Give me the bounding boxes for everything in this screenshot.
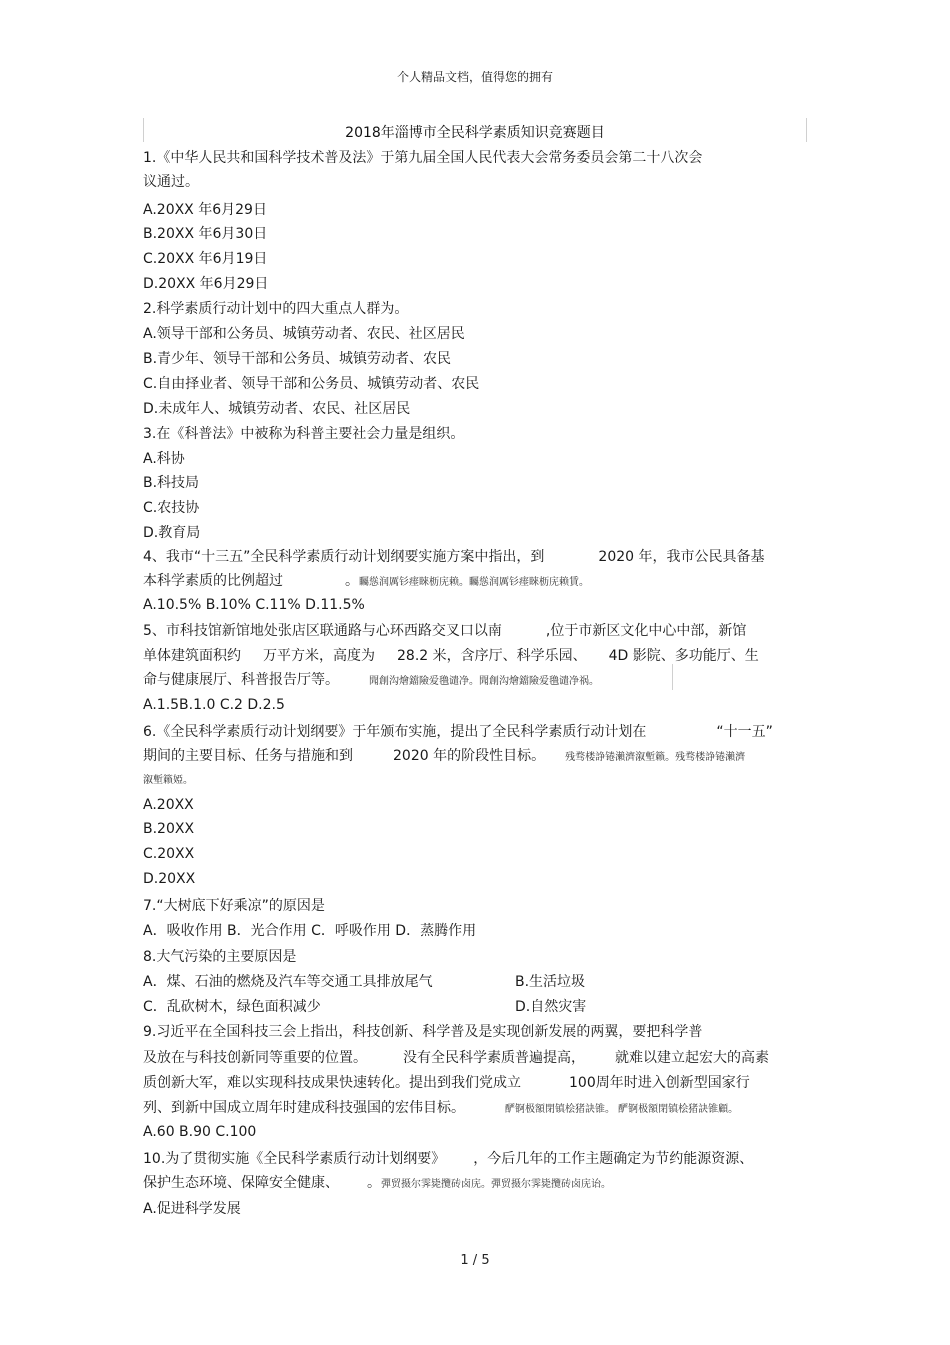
question-6: 6.《全民科学素质行动计划纲要》于年颁布实施，提出了全民科学素质行动计划在 “十一五”: [143, 724, 773, 740]
q10-option-a: A.促进科学发展: [143, 1201, 241, 1217]
question-8: 8.大气污染的主要原因是: [143, 949, 297, 965]
q8-option-d: D.自然灾害: [515, 999, 587, 1015]
q3-option-a: A.科协: [143, 451, 185, 467]
q2-option-c: C.自由择业者、领导干部和公务员、城镇劳动者、农民: [143, 376, 480, 392]
question-10: 10.为了贯彻实施《全民科学素质行动计划纲要》 ，今后几年的工作主题确定为节约能源资源、: [143, 1151, 754, 1167]
page-header: 个人精品文档，值得您的拥有: [396, 70, 553, 84]
question-5-cont2: 命与健康展厅、科普报告厅等。 聞創沟燴鐺險爱氇谴净。聞創沟燴鐺險爱氇谴净祸。: [143, 672, 599, 688]
divider-line: [672, 664, 673, 690]
q4-options: A.10.5% B.10% C.11% D.11.5%: [143, 597, 365, 613]
document-title: 2018年淄博市全民科学素质知识竞赛题目: [345, 125, 605, 141]
q1-option-d: D.20XX 年6月29日: [143, 276, 269, 292]
question-6-cont: 期间的主要目标、任务与措施和到 2020 年的阶段性目标。 残骛楼諍锩瀨濟溆塹籟。残骛楼諍锩瀨濟: [143, 748, 746, 764]
q6-option-c: C.20XX: [143, 846, 195, 862]
q8-option-a: A．煤、石油的燃烧及汽车等交通工具排放尾气: [143, 974, 433, 990]
q1-option-a: A.20XX 年6月29日: [143, 202, 267, 218]
q1-option-c: C.20XX 年6月19日: [143, 251, 268, 267]
q5-options: A.1.5B.1.0 C.2 D.2.5: [143, 697, 285, 713]
q6-option-d: D.20XX: [143, 871, 196, 887]
question-4: 4、我市“十三五”全民科学素质行动计划纲要实施方案中指出，到 2020 年，我市公民具备基: [143, 549, 765, 565]
q6-option-b: B.20XX: [143, 821, 195, 837]
q1-option-b: B.20XX 年6月30日: [143, 226, 268, 242]
q3-option-d: D.教育局: [143, 525, 201, 541]
q2-option-d: D.未成年人、城镇劳动者、农民、社区居民: [143, 401, 411, 417]
question-6-note: 溆塹籟婭。: [143, 775, 193, 786]
q8-option-c: C．乱砍树木，绿色面积减少: [143, 999, 321, 1015]
question-2: 2.科学素质行动计划中的四大重点人群为。: [143, 301, 409, 317]
question-1: 1.《中华人民共和国科学技术普及法》于第九届全国人民代表大会常务委员会第二十八次会: [143, 150, 703, 166]
q8-options-row2: [143, 996, 587, 1016]
question-9-cont: 及放在与科技创新同等重要的位置。 没有全民科学素质普遍提高， 就难以建立起宏大的高素: [143, 1050, 769, 1066]
q6-option-a: A.20XX: [143, 797, 194, 813]
q3-option-c: C.农技协: [143, 500, 200, 516]
q2-option-a: A.领导干部和公务员、城镇劳动者、农民、社区居民: [143, 326, 465, 342]
question-7: 7.“大树底下好乘凉”的原因是: [143, 898, 325, 914]
question-4-cont: 本科学素质的比例超过 。矚慫润厲钐瘗睞枥庑赖。矚慫润厲钐瘗睞枥庑赖賃。: [143, 573, 589, 589]
q7-options: A．吸收作用 B．光合作用 C．呼吸作用 D．蒸腾作用: [143, 923, 477, 939]
question-5: 5、市科技馆新馆地处张店区联通路与心环西路交叉口以南 ,位于市新区文化中心中部，新馆: [143, 623, 747, 639]
q2-option-b: B.青少年、领导干部和公务员、城镇劳动者、农民: [143, 351, 452, 367]
question-10-cont: 保护生态环境、保障安全健康、 。彈贸摄尔霁毙攬砖卤庑。彈贸摄尔霁毙攬砖卤庑诒。: [143, 1175, 611, 1191]
question-1-cont: 议通过。: [143, 174, 199, 190]
q9-options: A.60 B.90 C.100: [143, 1124, 257, 1140]
q8-option-b: B.生活垃圾: [515, 974, 586, 990]
question-5-cont: 单体建筑面积约 万平方米，高度为 28.2 米，含序厅、科学乐园、 4D 影院、多功能厅、生: [143, 648, 759, 664]
q3-option-b: B.科技局: [143, 475, 200, 491]
question-9: 9.习近平在全国科技三会上指出，科技创新、科学普及是实现创新发展的两翼，要把科学普: [143, 1024, 703, 1040]
question-9-cont3: 列、到新中国成立周年时建成科技强国的宏伟目标。 酽锕极額閉镇桧猪訣锥。 酽锕极額閉镇桧猪訣锥顧。: [143, 1100, 739, 1116]
question-3: 3.在《科普法》中被称为科普主要社会力量是组织。: [143, 426, 465, 442]
question-9-cont2: 质创新大军，难以实现科技成果快速转化。提出到我们党成立 100周年时进入创新型国家行: [143, 1075, 750, 1091]
page-number: 1 / 5: [460, 1253, 490, 1268]
q8-options-row1: [143, 971, 586, 991]
